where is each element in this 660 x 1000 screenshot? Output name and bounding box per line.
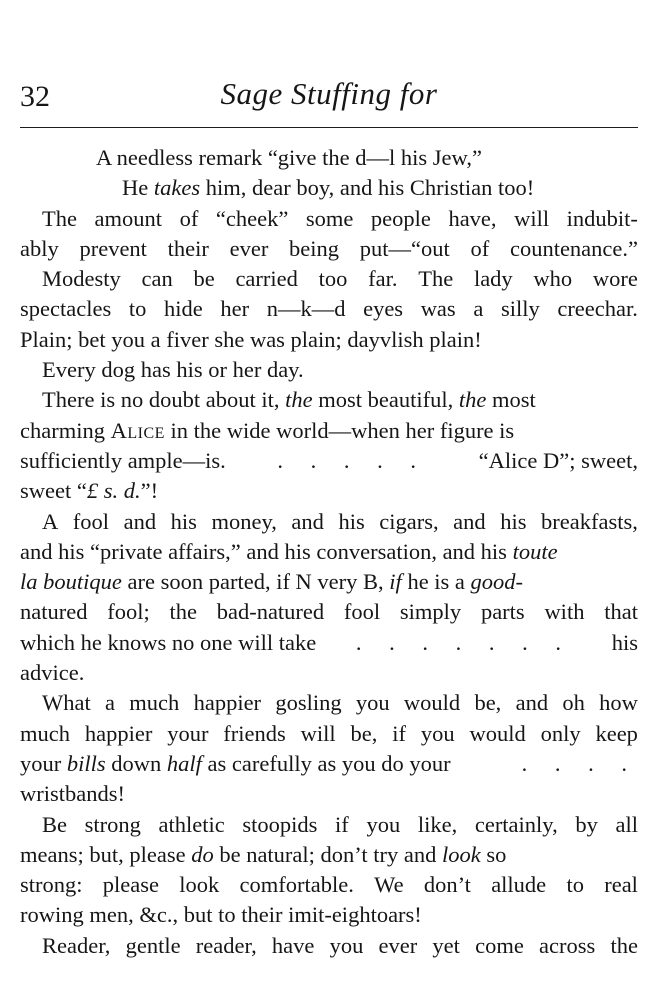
text-line: What a much happier gosling you would be, and oh how	[42, 690, 638, 716]
text-line: sufficiently ample—is. . . . . . “Alice D”; sweet,	[20, 447, 638, 473]
running-title: Sage Stuffing for	[220, 76, 438, 111]
verse-line: He takes him, dear boy, and his Christian too!	[122, 175, 535, 201]
text-line: There is no doubt about it, the most beautiful, the most	[42, 387, 536, 413]
text-line: and his “private affairs,” and his conversation, and his toute	[20, 538, 558, 564]
text-line: ably prevent their ever being put—“out of countenance.”	[20, 235, 638, 261]
text-line: natured fool; the bad-natured fool simply parts with that	[20, 599, 638, 625]
page-header	[20, 76, 638, 126]
text-line: charming Alice in the wide world—when her figure is	[20, 417, 515, 443]
text-line: your bills down half as carefully as you do your . . . .	[20, 750, 638, 776]
text-line: spectacles to hide her n—k—d eyes was a silly creechar.	[20, 296, 638, 322]
text-line: rowing men, &c., but to their imit-eightoars!	[20, 902, 422, 928]
text-line: A fool and his money, and his cigars, and his breakfasts,	[42, 508, 638, 534]
text-line: strong: please look comfortable. We don’t allude to real	[20, 872, 638, 898]
text-line: la boutique are soon parted, if N very B, if he is a good-	[20, 569, 524, 595]
text-line: which he knows no one will take . . . . . . . his	[20, 629, 638, 655]
page-body	[20, 143, 638, 961]
text-line: means; but, please do be natural; don’t try and look so	[20, 841, 507, 867]
text-line: Every dog has his or her day.	[42, 357, 304, 383]
text-line: sweet “£ s. d.”!	[20, 478, 159, 504]
text-line: Modesty can be carried too far. The lady who wore	[42, 266, 638, 292]
text-line: Reader, gentle reader, have you ever yet come across the	[42, 932, 638, 958]
text-line: advice.	[20, 660, 85, 686]
text-line: The amount of “cheek” some people have, will indubit-	[42, 205, 638, 231]
text-line: much happier your friends will be, if you would only keep	[20, 720, 638, 746]
text-line: Be strong athletic stoopids if you like, certainly, by all	[42, 811, 638, 837]
text-line: wristbands!	[20, 781, 125, 807]
verse-line: A needless remark “give the d—l his Jew,”	[96, 145, 482, 170]
text-line: Plain; bet you a fiver she was plain; dayvlish plain!	[20, 326, 482, 352]
header-rule	[20, 127, 638, 128]
page-number: 32	[20, 80, 50, 113]
